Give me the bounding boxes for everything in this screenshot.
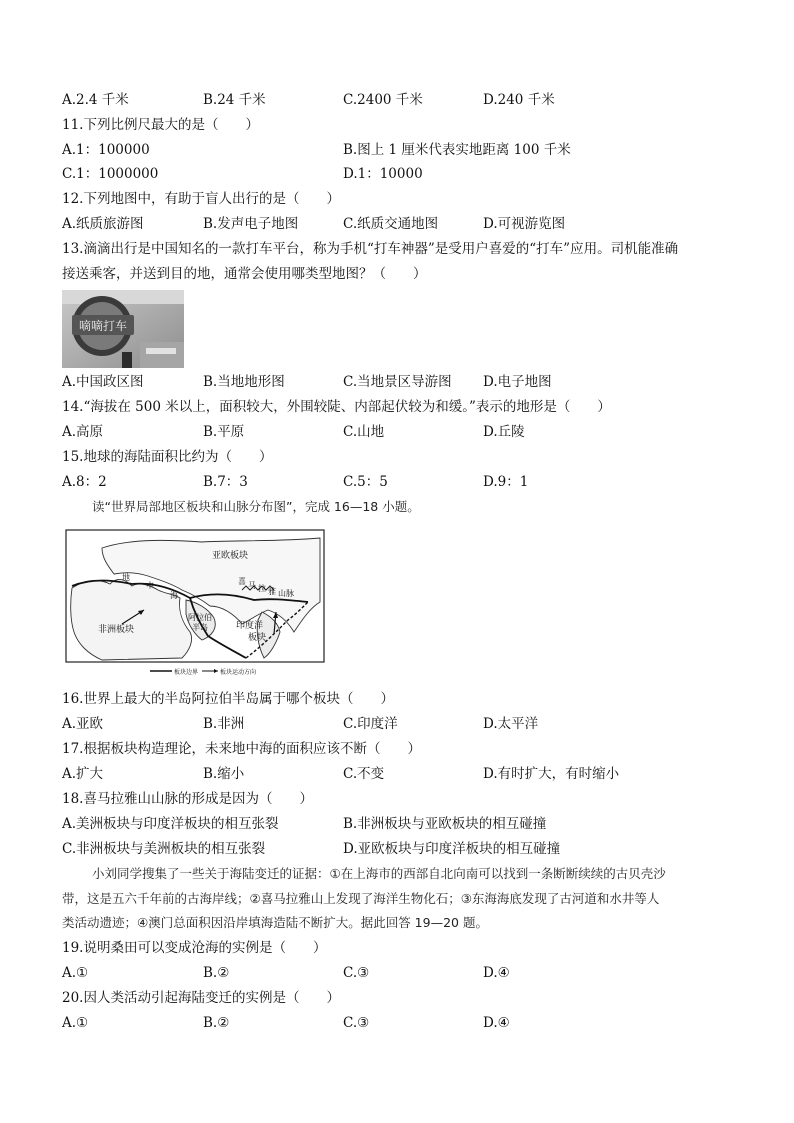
- q16-option-a[interactable]: A.亚欧: [62, 716, 104, 732]
- q11-stem: 11.下列比例尺最大的是（ ）: [62, 117, 259, 133]
- q12-stem: 12.下列地图中，有助于盲人出行的是（ ）: [62, 191, 340, 207]
- label-indian-2: 板块: [248, 633, 267, 643]
- q17-option-d[interactable]: D.有时扩大，有时缩小: [483, 766, 620, 782]
- q19-option-a[interactable]: A.①: [62, 965, 89, 981]
- q13-stem-line2: 接送乘客，并送到目的地，通常会使用哪类型地图？（ ）: [62, 266, 427, 282]
- intro-19-20-line2: 带，这是五六千年前的古海岸线；②喜马拉雅山上发现了海洋生物化石；③东海海底发现了古河道和水井等人: [62, 891, 660, 906]
- q13-option-a[interactable]: A.中国政区图: [62, 374, 144, 390]
- q20-option-c[interactable]: C.③: [343, 1015, 370, 1031]
- q10-option-b[interactable]: B.24 千米: [203, 92, 266, 108]
- q11-option-a[interactable]: A.1：100000: [62, 142, 150, 158]
- q19-option-b[interactable]: B.②: [203, 965, 230, 981]
- plate-map-svg: [62, 528, 328, 678]
- q12-option-a[interactable]: A.纸质旅游图: [62, 216, 144, 232]
- q13-stem-line1: 13.滴滴出行是中国知名的一款打车平台，称为手机“打车神器”是受用户喜爱的“打车”应用。司机能准确: [62, 241, 679, 257]
- label-him-5: 山脉: [278, 589, 294, 598]
- plate-map: [62, 528, 328, 678]
- q17-option-c[interactable]: C.不变: [343, 766, 385, 782]
- q16-stem: 16.世界上最大的半岛阿拉伯半岛属于哪个板块（ ）: [62, 691, 394, 707]
- q18-option-c[interactable]: C.非洲板块与美洲板块的相互张裂: [62, 841, 266, 857]
- q13-photo: [62, 290, 184, 368]
- q11-option-d[interactable]: D.1：10000: [343, 166, 423, 182]
- q15-option-d[interactable]: D.9：1: [483, 474, 529, 490]
- label-med-2: 中: [146, 581, 154, 590]
- q15-option-b[interactable]: B.7：3: [203, 474, 248, 490]
- label-him-1: 喜: [238, 577, 246, 586]
- q20-option-d[interactable]: D.④: [483, 1015, 510, 1031]
- q12-option-d[interactable]: D.可视游览图: [483, 216, 566, 232]
- label-med-3: 海: [170, 591, 178, 600]
- q10-option-d[interactable]: D.240 千米: [483, 92, 555, 108]
- label-him-3: 拉: [258, 584, 266, 593]
- label-arabia-2: 半岛: [192, 623, 208, 632]
- intro-19-20-line3: 类活动遗迹；④澳门总面积因沿岸填海造陆不断扩大。据此回答 19—20 题。: [62, 915, 488, 930]
- q20-option-a[interactable]: A.①: [62, 1015, 89, 1031]
- intro-16-18: 读“世界局部地区板块和山脉分布图”，完成 16—18 小题。: [92, 499, 420, 514]
- q17-option-a[interactable]: A.扩大: [62, 766, 104, 782]
- label-indian: 印度洋: [236, 621, 264, 631]
- q12-option-b[interactable]: B.发声电子地图: [203, 216, 299, 232]
- q17-stem: 17.根据板块构造理论，未来地中海的面积应该不断（ ）: [62, 741, 421, 757]
- q11-option-c[interactable]: C.1：1000000: [62, 166, 159, 182]
- q19-option-c[interactable]: C.③: [343, 965, 370, 981]
- legend-motion-text: 板块运动方向: [220, 669, 257, 676]
- q19-option-d[interactable]: D.④: [483, 965, 510, 981]
- label-africa: 非洲板块: [98, 625, 135, 635]
- q18-option-b[interactable]: B.非洲板块与亚欧板块的相互碰撞: [343, 816, 547, 832]
- q11-option-b[interactable]: B.图上 1 厘米代表实地距离 100 千米: [343, 142, 571, 158]
- label-arabia-1: 阿拉伯: [188, 613, 212, 622]
- q20-option-b[interactable]: B.②: [203, 1015, 230, 1031]
- intro-19-20-line1: 小刘同学搜集了一些关于海陆变迁的证据：①在上海市的西部自北向南可以找到一条断断续续的古贝壳沙: [92, 866, 666, 881]
- label-med-1: 地: [122, 573, 130, 582]
- photo-sign-text: 嘀嘀打车: [78, 319, 128, 333]
- q13-option-d[interactable]: D.电子地图: [483, 374, 552, 390]
- q14-option-b[interactable]: B.平原: [203, 424, 245, 440]
- q17-option-b[interactable]: B.缩小: [203, 766, 245, 782]
- q14-option-a[interactable]: A.高原: [62, 424, 104, 440]
- q10-option-a[interactable]: A.2.4 千米: [62, 92, 129, 108]
- q19-stem: 19.说明桑田可以变成沧海的实例是（ ）: [62, 940, 327, 956]
- q16-option-b[interactable]: B.非洲: [203, 716, 245, 732]
- label-eurasia: 亚欧板块: [212, 551, 249, 561]
- q16-option-c[interactable]: C.印度洋: [343, 716, 398, 732]
- taxi-app-photo: [62, 290, 184, 368]
- q14-option-c[interactable]: C.山地: [343, 424, 385, 440]
- q14-stem: 14.“海拔在 500 米以上，面积较大，外围较陡、内部起伏较为和缓。”表示的地形是（ ）: [62, 399, 611, 415]
- q14-option-d[interactable]: D.丘陵: [483, 424, 525, 440]
- q10-option-c[interactable]: C.2400 千米: [343, 92, 423, 108]
- q15-stem: 15.地球的海陆面积比约为（ ）: [62, 449, 273, 465]
- q20-stem: 20.因人类活动引起海陆变迁的实例是（ ）: [62, 990, 340, 1006]
- q18-option-d[interactable]: D.亚欧板块与印度洋板块的相互碰撞: [343, 841, 561, 857]
- label-him-4: 雅: [268, 587, 276, 596]
- q18-stem: 18.喜马拉雅山山脉的形成是因为（ ）: [62, 791, 313, 807]
- q18-option-a[interactable]: A.美洲板块与印度洋板块的相互张裂: [62, 816, 279, 832]
- legend-boundary-text: 板块边界: [174, 669, 199, 676]
- q12-option-c[interactable]: C.纸质交通地图: [343, 216, 439, 232]
- label-him-2: 马: [248, 581, 256, 590]
- q13-option-b[interactable]: B.当地地形图: [203, 374, 285, 390]
- q16-option-d[interactable]: D.太平洋: [483, 716, 539, 732]
- legend-motion-arrow: [214, 669, 218, 673]
- q15-option-a[interactable]: A.8：2: [62, 474, 107, 490]
- q15-option-c[interactable]: C.5：5: [343, 474, 388, 490]
- q13-option-c[interactable]: C.当地景区导游图: [343, 374, 452, 390]
